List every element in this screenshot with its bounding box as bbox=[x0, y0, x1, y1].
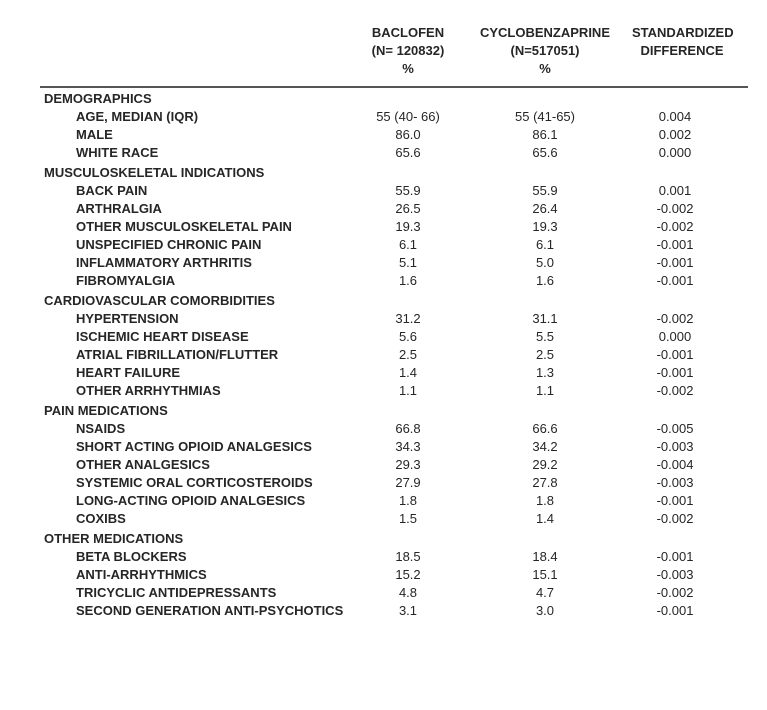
cyclobenzaprine-value: 1.4 bbox=[535, 511, 555, 526]
std-diff-value: -0.002 bbox=[656, 219, 694, 234]
baclofen-value: 66.8 bbox=[395, 421, 421, 436]
table-row bbox=[40, 346, 748, 364]
cyclobenzaprine-value: 34.2 bbox=[532, 439, 558, 454]
row-label: HEART FAILURE bbox=[76, 365, 180, 380]
cyclobenzaprine-value: 15.1 bbox=[532, 567, 558, 582]
baclofen-value: 29.3 bbox=[395, 457, 421, 472]
baclofen-value: 27.9 bbox=[395, 475, 421, 490]
cyclobenzaprine-value: 55 (41-65) bbox=[515, 109, 575, 124]
row-label: NSAIDS bbox=[76, 421, 126, 436]
column-header-baclofen bbox=[358, 24, 458, 78]
baclofen-value: 26.5 bbox=[395, 201, 421, 216]
baclofen-value: 5.1 bbox=[398, 255, 418, 270]
baclofen-value: 4.8 bbox=[398, 585, 418, 600]
std-diff-value: -0.001 bbox=[656, 549, 694, 564]
std-diff-value: -0.001 bbox=[656, 493, 694, 508]
std-diff-value: -0.002 bbox=[656, 201, 694, 216]
comparison-table bbox=[40, 24, 748, 620]
row-label: MALE bbox=[76, 127, 113, 142]
row-label: AGE, MEDIAN (IQR) bbox=[76, 109, 199, 124]
column-header-standardized-difference bbox=[632, 24, 748, 78]
std-diff-value: -0.005 bbox=[656, 421, 694, 436]
table-row bbox=[40, 456, 748, 474]
baclofen-value: 1.6 bbox=[398, 273, 418, 288]
column-header-line: CYCLOBENZAPRINE bbox=[479, 25, 610, 40]
table-row bbox=[40, 200, 748, 218]
std-diff-value: -0.002 bbox=[656, 511, 694, 526]
column-header-cyclobenzaprine bbox=[458, 24, 632, 78]
table-row bbox=[40, 474, 748, 492]
std-diff-value: -0.002 bbox=[656, 585, 694, 600]
std-diff-value: 0.004 bbox=[658, 109, 692, 124]
baclofen-value: 31.2 bbox=[395, 311, 421, 326]
column-header-line: BACLOFEN bbox=[371, 25, 445, 40]
std-diff-value: -0.001 bbox=[656, 365, 694, 380]
row-label: ATRIAL FIBRILLATION/FLUTTER bbox=[76, 347, 279, 362]
section-title: CARDIOVASCULAR COMORBIDITIES bbox=[44, 293, 275, 308]
baclofen-value: 65.6 bbox=[395, 145, 421, 160]
cyclobenzaprine-value: 5.0 bbox=[535, 255, 555, 270]
std-diff-value: -0.002 bbox=[656, 383, 694, 398]
std-diff-value: -0.001 bbox=[656, 603, 694, 618]
section-header-row bbox=[40, 292, 748, 310]
section-title: PAIN MEDICATIONS bbox=[44, 403, 168, 418]
table-row bbox=[40, 236, 748, 254]
table-body bbox=[40, 90, 748, 620]
baclofen-value: 86.0 bbox=[395, 127, 421, 142]
std-diff-value: -0.002 bbox=[656, 311, 694, 326]
cyclobenzaprine-value: 66.6 bbox=[532, 421, 558, 436]
row-label: SECOND GENERATION ANTI-PSYCHOTICS bbox=[76, 603, 344, 618]
row-label: SYSTEMIC ORAL CORTICOSTEROIDS bbox=[76, 475, 313, 490]
row-label: TRICYCLIC ANTIDEPRESSANTS bbox=[76, 585, 277, 600]
header-rule bbox=[40, 86, 748, 88]
row-label: COXIBS bbox=[76, 511, 126, 526]
cyclobenzaprine-value: 18.4 bbox=[532, 549, 558, 564]
cyclobenzaprine-value: 5.5 bbox=[535, 329, 555, 344]
row-label: OTHER ARRHYTHMIAS bbox=[76, 383, 221, 398]
column-header-line: (N=517051) bbox=[510, 43, 580, 58]
section-title: OTHER MEDICATIONS bbox=[44, 531, 184, 546]
std-diff-value: 0.001 bbox=[658, 183, 692, 198]
baclofen-value: 1.1 bbox=[398, 383, 418, 398]
std-diff-value: -0.004 bbox=[656, 457, 694, 472]
row-label: HYPERTENSION bbox=[76, 311, 179, 326]
section-header-row bbox=[40, 90, 748, 108]
table-row bbox=[40, 144, 748, 162]
table-header bbox=[40, 24, 748, 78]
row-label: OTHER ANALGESICS bbox=[76, 457, 210, 472]
std-diff-value: 0.000 bbox=[658, 329, 692, 344]
section-title: MUSCULOSKELETAL INDICATIONS bbox=[44, 165, 265, 180]
baclofen-value: 1.4 bbox=[398, 365, 418, 380]
std-diff-value: -0.003 bbox=[656, 439, 694, 454]
baclofen-value: 15.2 bbox=[395, 567, 421, 582]
cyclobenzaprine-value: 1.8 bbox=[535, 493, 555, 508]
std-diff-value: 0.000 bbox=[658, 145, 692, 160]
column-header-line: % bbox=[539, 61, 551, 76]
baclofen-value: 19.3 bbox=[395, 219, 421, 234]
table-row bbox=[40, 420, 748, 438]
std-diff-value: -0.003 bbox=[656, 567, 694, 582]
baclofen-value: 5.6 bbox=[398, 329, 418, 344]
row-label: ARTHRALGIA bbox=[76, 201, 162, 216]
baclofen-value: 18.5 bbox=[395, 549, 421, 564]
table-row bbox=[40, 364, 748, 382]
table-row bbox=[40, 126, 748, 144]
std-diff-value: -0.001 bbox=[656, 237, 694, 252]
table-row bbox=[40, 108, 748, 126]
column-header-line: DIFFERENCE bbox=[640, 43, 724, 58]
table-row bbox=[40, 182, 748, 200]
table-row bbox=[40, 510, 748, 528]
std-diff-value: -0.003 bbox=[656, 475, 694, 490]
table-row bbox=[40, 254, 748, 272]
column-header-line: % bbox=[402, 61, 414, 76]
column-header-line bbox=[632, 60, 732, 78]
baclofen-value: 55.9 bbox=[395, 183, 421, 198]
baclofen-value: 2.5 bbox=[398, 347, 418, 362]
row-label: ANTI-ARRHYTHMICS bbox=[76, 567, 207, 582]
table-row bbox=[40, 602, 748, 620]
row-label: ISCHEMIC HEART DISEASE bbox=[76, 329, 249, 344]
std-diff-value: -0.001 bbox=[656, 255, 694, 270]
baclofen-value: 34.3 bbox=[395, 439, 421, 454]
table-row bbox=[40, 584, 748, 602]
row-label: LONG-ACTING OPIOID ANALGESICS bbox=[76, 493, 306, 508]
baclofen-value: 6.1 bbox=[398, 237, 418, 252]
section-header-row bbox=[40, 164, 748, 182]
row-label: BETA BLOCKERS bbox=[76, 549, 187, 564]
cyclobenzaprine-value: 4.7 bbox=[535, 585, 555, 600]
std-diff-value: -0.001 bbox=[656, 273, 694, 288]
row-label: BACK PAIN bbox=[76, 183, 148, 198]
cyclobenzaprine-value: 86.1 bbox=[532, 127, 558, 142]
table-row bbox=[40, 492, 748, 510]
cyclobenzaprine-value: 31.1 bbox=[532, 311, 558, 326]
row-label: WHITE RACE bbox=[76, 145, 159, 160]
cyclobenzaprine-value: 27.8 bbox=[532, 475, 558, 490]
cyclobenzaprine-value: 6.1 bbox=[535, 237, 555, 252]
cyclobenzaprine-value: 65.6 bbox=[532, 145, 558, 160]
table-row bbox=[40, 438, 748, 456]
table-row bbox=[40, 218, 748, 236]
cyclobenzaprine-value: 2.5 bbox=[535, 347, 555, 362]
cyclobenzaprine-value: 1.1 bbox=[535, 383, 555, 398]
table-row bbox=[40, 566, 748, 584]
baclofen-value: 3.1 bbox=[398, 603, 418, 618]
section-title: DEMOGRAPHICS bbox=[44, 91, 152, 106]
column-header-line: STANDARDIZED bbox=[632, 25, 734, 40]
row-label: FIBROMYALGIA bbox=[76, 273, 176, 288]
std-diff-value: -0.001 bbox=[656, 347, 694, 362]
cyclobenzaprine-value: 3.0 bbox=[535, 603, 555, 618]
cyclobenzaprine-value: 1.3 bbox=[535, 365, 555, 380]
row-label: UNSPECIFIED CHRONIC PAIN bbox=[76, 237, 262, 252]
cyclobenzaprine-value: 55.9 bbox=[532, 183, 558, 198]
table-row bbox=[40, 310, 748, 328]
section-header-row bbox=[40, 530, 748, 548]
baclofen-value: 1.8 bbox=[398, 493, 418, 508]
cyclobenzaprine-value: 29.2 bbox=[532, 457, 558, 472]
column-header-line: (N= 120832) bbox=[371, 43, 445, 58]
table-row bbox=[40, 328, 748, 346]
table-row bbox=[40, 272, 748, 290]
std-diff-value: 0.002 bbox=[658, 127, 692, 142]
baclofen-value: 55 (40- 66) bbox=[376, 109, 440, 124]
table-row bbox=[40, 382, 748, 400]
row-label: INFLAMMATORY ARTHRITIS bbox=[76, 255, 252, 270]
cyclobenzaprine-value: 19.3 bbox=[532, 219, 558, 234]
table-row bbox=[40, 548, 748, 566]
row-label: OTHER MUSCULOSKELETAL PAIN bbox=[76, 219, 292, 234]
row-label-column-header bbox=[40, 24, 358, 78]
section-header-row bbox=[40, 402, 748, 420]
cyclobenzaprine-value: 26.4 bbox=[532, 201, 558, 216]
baclofen-value: 1.5 bbox=[398, 511, 418, 526]
row-label: SHORT ACTING OPIOID ANALGESICS bbox=[76, 439, 312, 454]
cyclobenzaprine-value: 1.6 bbox=[535, 273, 555, 288]
